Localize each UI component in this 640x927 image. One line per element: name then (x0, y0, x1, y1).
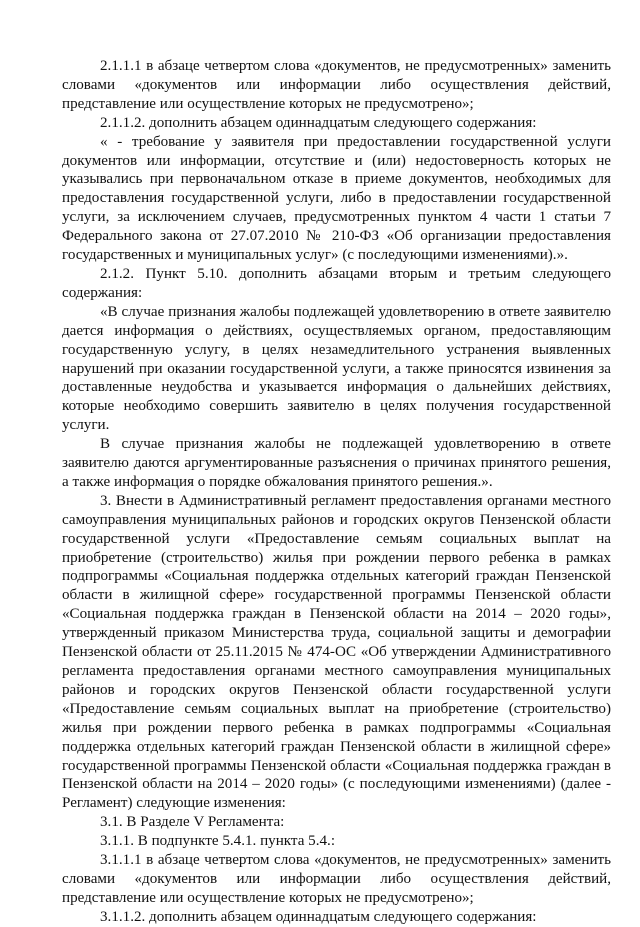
paragraph-complaint-rejected: В случае признания жалобы не подлежащей удовлетворению в ответе заявителю даются аргументированные разъяснения о причинах принятого решения, а также информация о порядке обжалования принятого решения.». (62, 436, 611, 490)
paragraph-2-1-2: 2.1.2. Пункт 5.10. дополнить абзацами вторым и третьим следующего содержания: (62, 265, 611, 301)
paragraph-3-1-1-2: 3.1.1.2. дополнить абзацем одиннадцатым следующего содержания: (100, 908, 537, 925)
paragraph-3: 3. Внести в Административный регламент предоставления органами местного самоуправления муниципальных районов и городских округов Пензенской области государственной услуги «Предоставление семьям социальных выплат на приобретение (строительство) жилья при рождении первого ребенка в рамках подпрограммы «Социальная поддержка отдельных категорий граждан Пензенской области в жилищной сфере» государственной программы Пензенской области «Социальная поддержка граждан в Пензенской области на 2014 – 2020 годы», утвержденный приказом Министерства труда, социальной защиты и демографии Пензенской области от 25.11.2015 № 474-ОС «Об утверждении Административного регламента предоставления органами местного самоуправления муниципальных районов и городских округов Пензенской области государственной услуги «Предоставление семьям социальных выплат на приобретение (строительство) жилья при рождении первого ребенка в рамках подпрограммы «Социальная поддержка отдельных категорий граждан Пензенской области в жилищной сфере» государственной программы Пензенской области «Социальная поддержка граждан в Пензенской области на 2014 – 2020 годы» (с последующими изменениями) (далее - Регламент) следующие изменения: (62, 492, 611, 812)
document-body (62, 57, 611, 927)
paragraph-complaint-satisfied: «В случае признания жалобы подлежащей удовлетворению в ответе заявителю дается информация о действиях, осуществляемых органом, предоставляющим государственную услугу, в целях незамедлительного устранения выявленных нарушений при оказании государственной услуги, а также приносятся извинения за доставленные неудобства и указывается информация о дальнейших действиях, которые необходимо совершить заявителю в целях получения государственной услуги. (62, 303, 611, 434)
paragraph-2-1-1-1: 2.1.1.1 в абзаце четвертом слова «документов, не предусмотренных» заменить словами «документов или информации либо осуществления действий, представление или осуществление которых не предусмотрено»; (62, 58, 611, 112)
paragraph-requirement-quote: « - требование у заявителя при предоставлении государственной услуги документов или информации, отсутствие и (или) недостоверность которых не указывались при первоначальном отказе в приеме документов, необходимых для предоставления государственной услуги, либо в предоставлении государственной услуги, за исключением случаев, предусмотренных пунктом 4 части 1 статьи 7 Федерального закона от 27.07.2010 № 210-ФЗ «Об организации предоставления государственных и муниципальных услуг» (с последующими изменениями).». (62, 133, 611, 264)
paragraph-3-1: 3.1. В Разделе V Регламента: (100, 814, 285, 831)
paragraph-2-1-1-2: 2.1.1.2. дополнить абзацем одиннадцатым следующего содержания: (100, 114, 537, 131)
paragraph-3-1-1: 3.1.1. В подпункте 5.4.1. пункта 5.4.: (100, 833, 336, 850)
paragraph-3-1-1-1: 3.1.1.1 в абзаце четвертом слова «документов, не предусмотренных» заменить словами «документов или информации либо осуществления действий, представление или осуществление которых не предусмотрено»; (62, 852, 611, 906)
